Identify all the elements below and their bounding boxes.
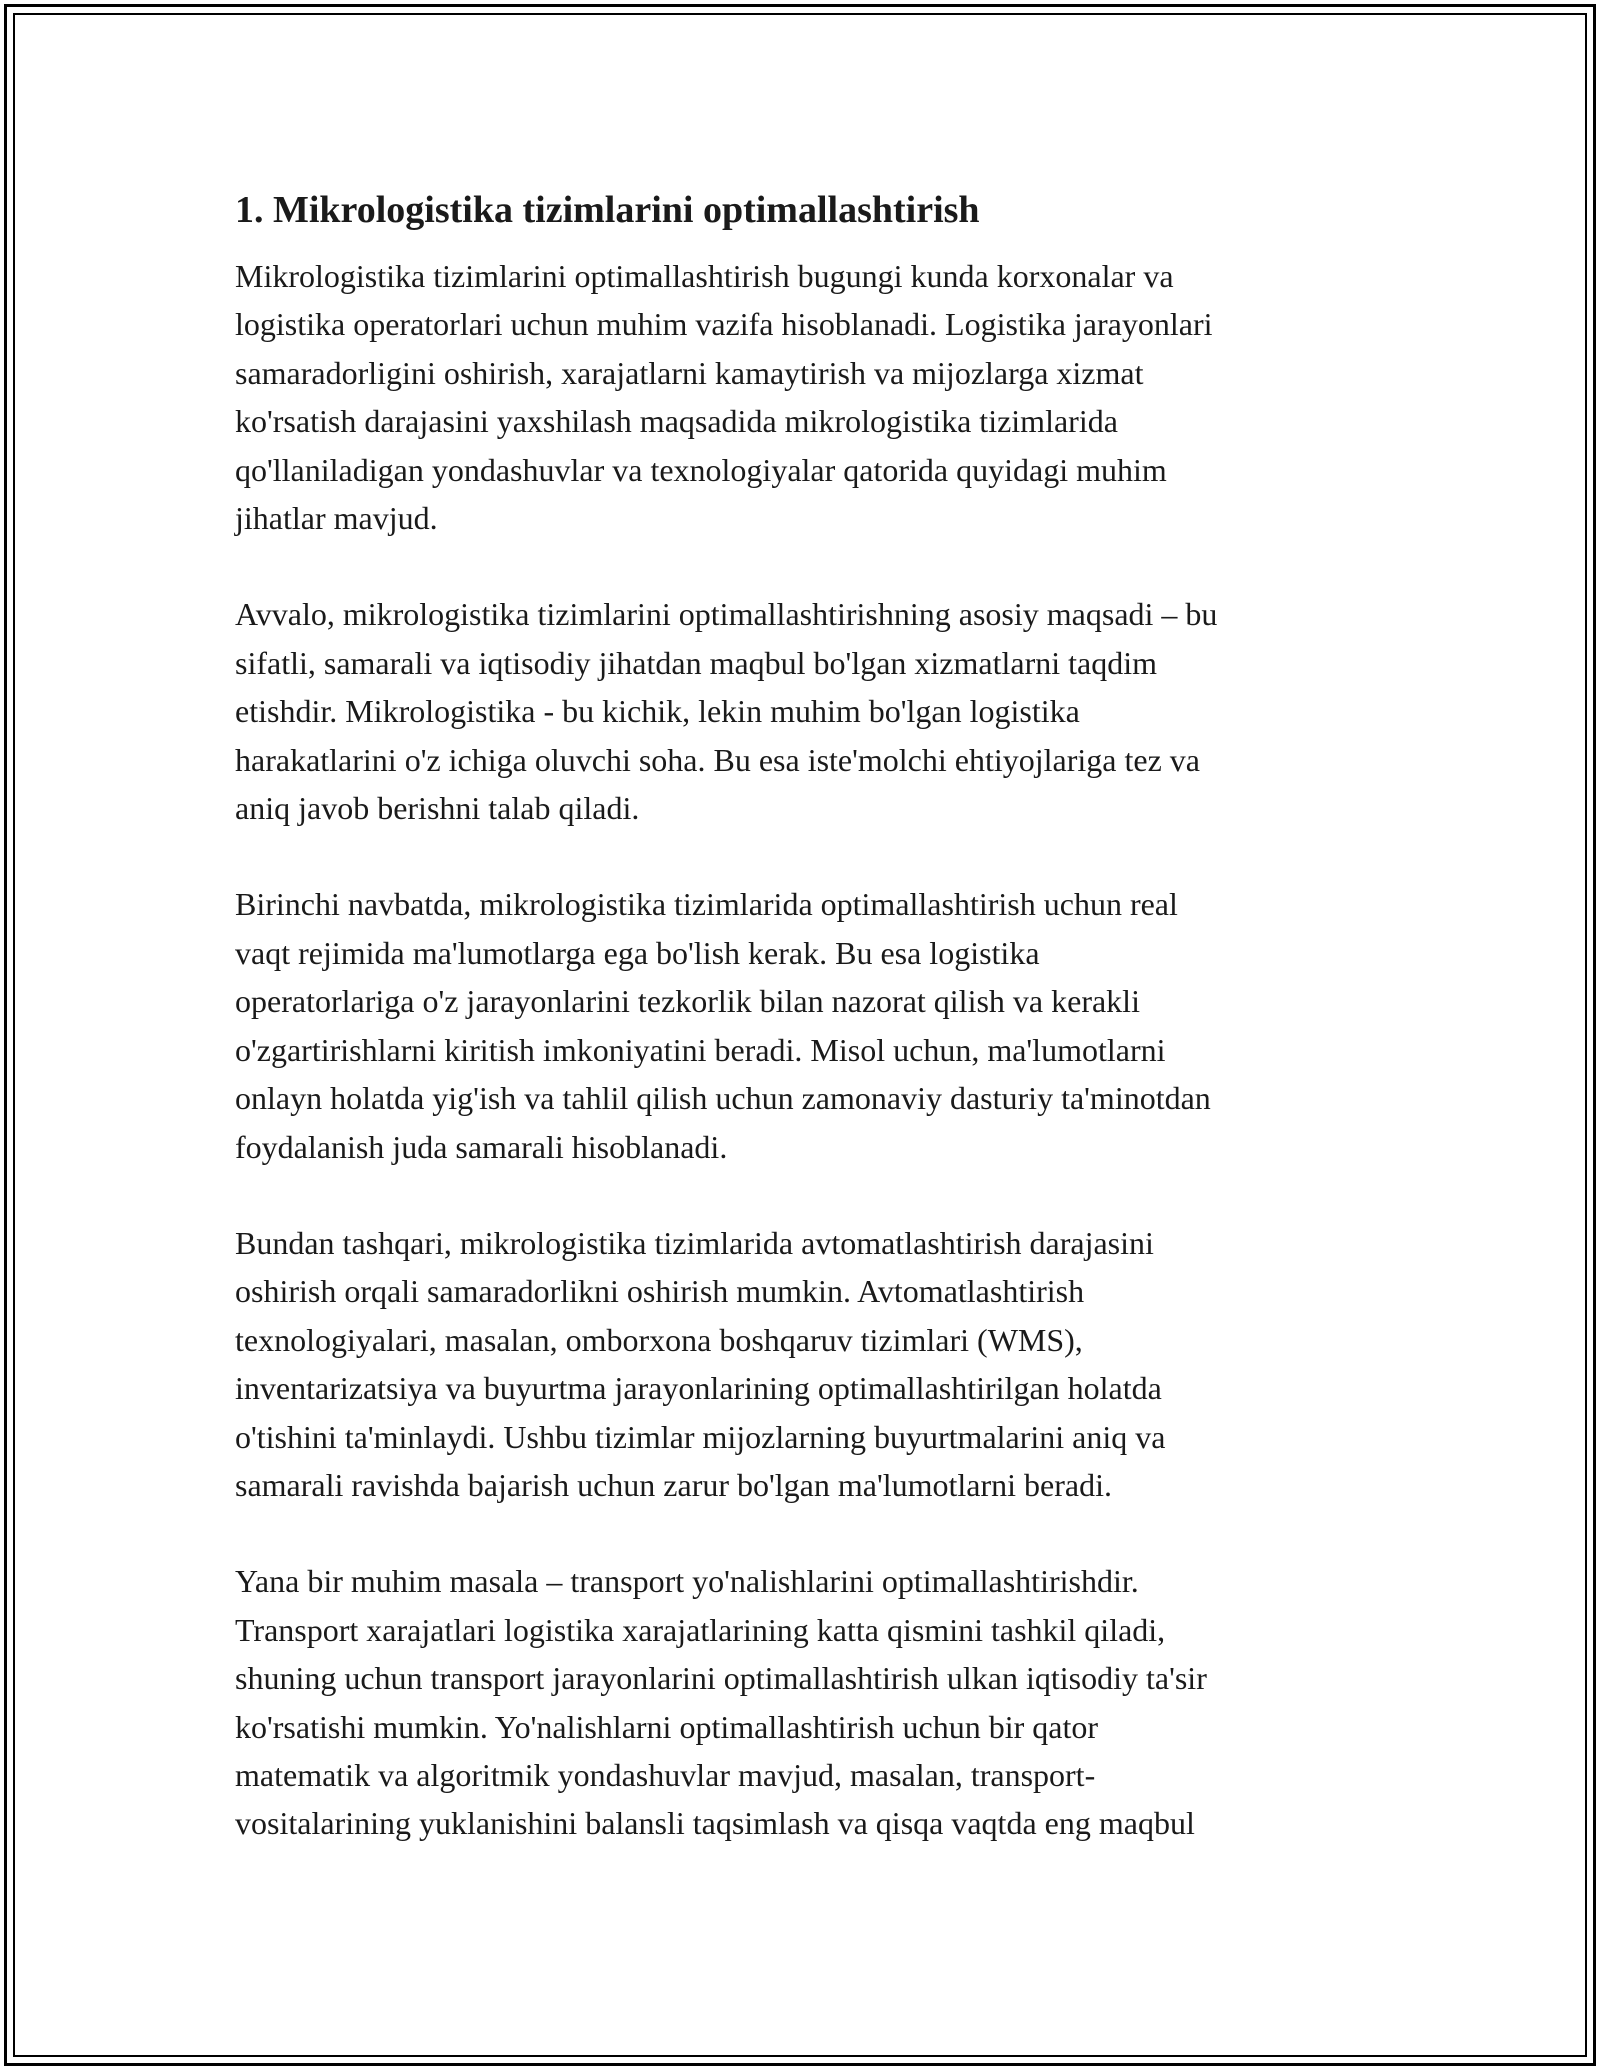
text-line: o'zgartirishlarni kiritish imkoniyatini beradi. Misol uchun, ma'lumotlarni xyxy=(235,1031,1166,1068)
text-line: vositalarining yuklanishini balansli taqsimlash va qisqa vaqtda eng maqbul xyxy=(235,1805,1195,1842)
text-line: inventarizatsiya va buyurtma jarayonlarining optimallashtirilgan holatda xyxy=(235,1370,1162,1407)
paragraph-1 xyxy=(235,252,1375,542)
section-title: 1. Mikrologistika tizimlarini optimallashtirish xyxy=(235,189,980,231)
text-line: sifatli, samarali va iqtisodiy jihatdan maqbul bo'lgan xizmatlarni taqdim xyxy=(235,644,1157,681)
text-line: texnologiyalari, masalan, omborxona boshqaruv tizimlari (WMS), xyxy=(235,1321,1083,1358)
text-line: Yana bir muhim masala – transport yo'nalishlarini optimallashtirishdir. xyxy=(235,1563,1139,1600)
text-line: o'tishini ta'minlaydi. Ushbu tizimlar mijozlarning buyurtmalarini aniq va xyxy=(235,1418,1166,1455)
paragraph-3 xyxy=(235,880,1375,1170)
text-line: ko'rsatishi mumkin. Yo'nalishlarni optimallashtirish uchun bir qator xyxy=(235,1708,1099,1745)
text-line: samarali ravishda bajarish uchun zarur bo'lgan ma'lumotlarni beradi. xyxy=(235,1466,1112,1503)
text-line: foydalanish juda samarali hisoblanadi. xyxy=(235,1128,728,1165)
text-line: onlayn holatda yig'ish va tahlil qilish uchun zamonaviy dasturiy ta'minotdan xyxy=(235,1080,1211,1117)
paragraph-2 xyxy=(235,590,1375,832)
text-line: Mikrologistika tizimlarini optimallashtirish bugungi kunda korxonalar va xyxy=(235,258,1174,294)
text-line: aniq javob berishni talab qiladi. xyxy=(235,790,640,827)
text-line: Avvalo, mikrologistika tizimlarini optimallashtirishning asosiy maqsadi – bu xyxy=(235,596,1218,633)
text-line: etishdir. Mikrologistika - bu kichik, lekin muhim bo'lgan logistika xyxy=(235,693,1080,730)
text-line: shuning uchun transport jarayonlarini optimallashtirish ulkan iqtisodiy ta'sir xyxy=(235,1660,1207,1697)
text-line: vaqt rejimida ma'lumotlarga ega bo'lish kerak. Bu esa logistika xyxy=(235,934,1040,971)
text-line: matematik va algoritmik yondashuvlar mavjud, masalan, transport- xyxy=(235,1756,1096,1793)
text-line: Bundan tashqari, mikrologistika tizimlarida avtomatlashtirish darajasini xyxy=(235,1224,1154,1261)
document-body xyxy=(235,186,1375,1896)
text-line: qo'llaniladigan yondashuvlar va texnologiyalar qatorida quyidagi muhim xyxy=(235,451,1167,488)
text-line: operatorlariga o'z jarayonlarini tezkorlik bilan nazorat qilish va kerakli xyxy=(235,983,1140,1020)
text-line: ko'rsatish darajasini yaxshilash maqsadida mikrologistika tizimlarida xyxy=(235,403,1118,440)
text-line: jihatlar mavjud. xyxy=(235,500,438,537)
text-line: samaradorligini oshirish, xarajatlarni kamaytirish va mijozlarga xizmat xyxy=(235,354,1144,391)
text-line: Transport xarajatlari logistika xarajatlarining katta qismini tashkil qiladi, xyxy=(235,1611,1166,1648)
text-line: logistika operatorlari uchun muhim vazifa hisoblanadi. Logistika jarayonlari xyxy=(235,306,1213,343)
paragraph-4 xyxy=(235,1219,1375,1509)
text-line: Birinchi navbatda, mikrologistika tizimlarida optimallashtirish uchun real xyxy=(235,886,1178,923)
text-line: harakatlarini o'z ichiga oluvchi soha. Bu esa iste'molchi ehtiyojlariga tez va xyxy=(235,741,1200,778)
paragraph-5 xyxy=(235,1557,1375,1847)
text-line: oshirish orqali samaradorlikni oshirish mumkin. Avtomatlashtirish xyxy=(235,1273,1085,1310)
